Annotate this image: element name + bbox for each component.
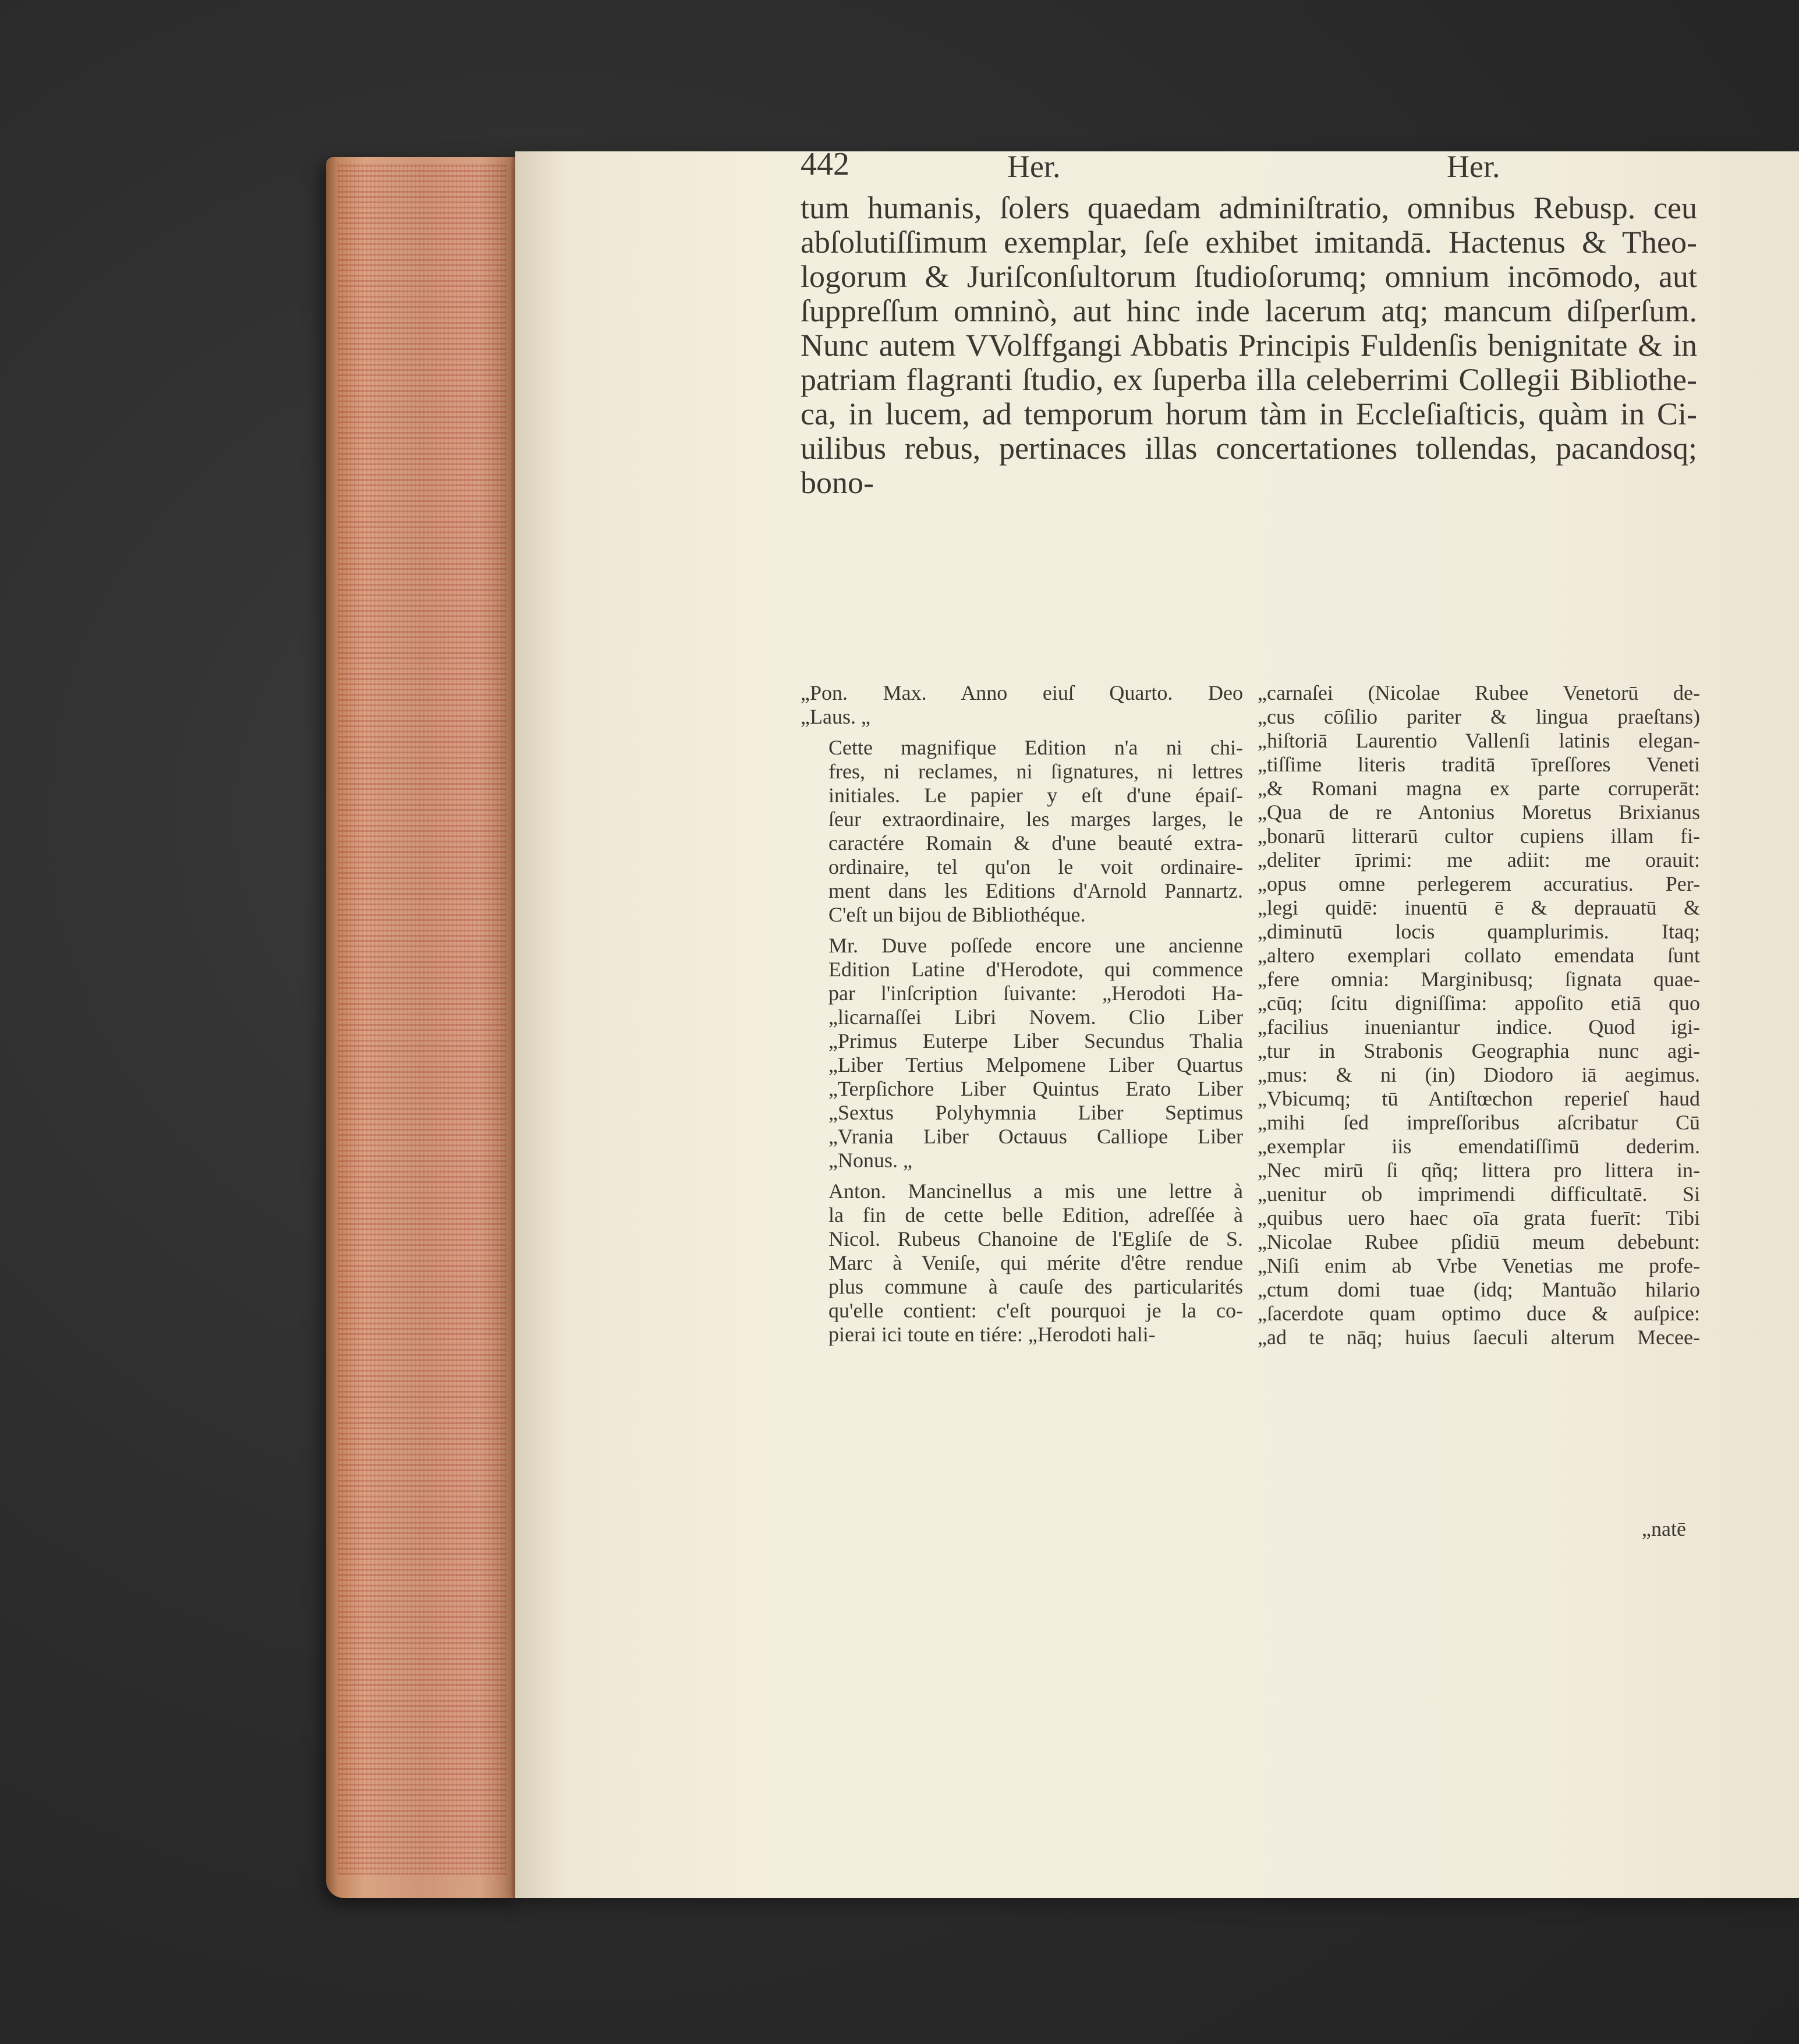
text-line: ment dans les Editions d'Arnold Pannartz. (828, 879, 1243, 902)
text-line: „diminutū locis quamplurimis. Itaq; (1258, 920, 1700, 943)
text-line: „Nec mirū ſi qñq; littera pro littera in- (1258, 1159, 1700, 1182)
text-line: la fin de cette belle Edition, adreſſée à (828, 1203, 1243, 1227)
paragraph (801, 934, 1243, 1172)
text-line: bono- (801, 465, 874, 500)
text-line: Edition Latine d'Herodote, qui commence (828, 958, 1243, 981)
text-line: caractére Romain & d'une beauté extra- (828, 831, 1243, 855)
text-line: „cūq; ſcitu digniſſima: appoſito etiā quo (1258, 991, 1700, 1015)
text-line: plus commune à cauſe des particularités (828, 1275, 1243, 1298)
text-line: Nicol. Rubeus Chanoine de l'Egliſe de S. (828, 1227, 1243, 1251)
paragraph (801, 681, 1243, 729)
text-line: „Vbicumq; tū Antiſtœchon reperieſ haud (1258, 1087, 1700, 1110)
text-line: „Vrania Liber Octauus Calliope Liber (828, 1125, 1243, 1148)
text-line: initiales. Le papier y eſt d'une épaiſ- (828, 784, 1243, 807)
text-line: „bonarū litterarū cultor cupiens illam fi- (1258, 824, 1700, 848)
text-line: „quibus uero haec oīa grata fuerīt: Tibi (1258, 1206, 1700, 1230)
page-number: 442 (801, 146, 849, 182)
right-column (1258, 681, 1700, 1356)
catchword: „natē (1642, 1517, 1686, 1540)
text-line: „Niſi enim ab Vrbe Venetias me profe- (1258, 1254, 1700, 1277)
text-line: „licarnaſſei Libri Novem. Clio Liber (828, 1005, 1243, 1029)
text-line: „Terpſichore Liber Quintus Erato Liber (828, 1077, 1243, 1100)
text-line: ca, in lucem, ad temporum horum tàm in Eccleſiaſticis, quàm in Ci- (801, 396, 1697, 431)
text-line: abſolutiſſimum exemplar, ſeſe exhibet imitandā. Hactenus & Theo- (801, 225, 1697, 260)
text-line: Marc à Veniſe, qui mérite d'être rendue (828, 1251, 1243, 1274)
text-line: tum humanis, ſolers quaedam adminiſtratio, omnibus Rebusp. ceu (801, 190, 1697, 225)
text-line: C'eſt un bijou de Bibliothéque. (828, 903, 1086, 926)
running-head-left: Her. (1007, 149, 1061, 184)
text-line: Cette magnifique Edition n'a ni chi- (828, 736, 1243, 759)
text-line: „carnaſei (Nicolae Rubee Venetorū de- (1258, 681, 1700, 704)
text-line: „ſacerdote quam optimo duce & auſpice: (1258, 1302, 1700, 1325)
text-line: Anton. Mancinellus a mis une lettre à (828, 1179, 1243, 1203)
text-line: „Pon. Max. Anno eiuſ Quarto. Deo (801, 681, 1243, 704)
left-column (801, 681, 1243, 1354)
text-line: „ad te nāq; huius ſaeculi alterum Mecee- (1258, 1326, 1700, 1349)
text-line: „Nicolae Rubee pſidiū meum debebunt: (1258, 1230, 1700, 1253)
text-line: „exemplar iis emendatiſſimū dederim. (1258, 1135, 1700, 1158)
upper-paragraph (801, 191, 1697, 500)
text-line: „cus cōſilio pariter & lingua praeſtans) (1258, 705, 1700, 728)
text-line: „Qua de re Antonius Moretus Brixianus (1258, 800, 1700, 824)
text-line: „uenitur ob imprimendi difficultatē. Si (1258, 1182, 1700, 1206)
text-line: qu'elle contient: c'eſt pourquoi je la co- (828, 1299, 1243, 1322)
text-line: Mr. Duve poſſede encore une ancienne (828, 934, 1243, 957)
text-line: ſeur extraordinaire, les marges larges, le (828, 807, 1243, 831)
text-line: „legi quidē: inuentū ē & deprauatū & (1258, 896, 1700, 919)
text-line: „fere omnia: Marginibusq; ſignata quae- (1258, 968, 1700, 991)
text-line: fres, ni reclames, ni ſignatures, ni lettres (828, 760, 1243, 783)
paragraph (801, 1179, 1243, 1347)
text-line: „mihi ſed impreſſoribus aſcribatur Cū (1258, 1111, 1700, 1134)
text-line: „Laus. „ (801, 705, 870, 728)
text-line: ſuppreſſum omninò, aut hinc inde lacerum atq; mancum diſperſum. (801, 293, 1697, 328)
text-line: „Sextus Polyhymnia Liber Septimus (828, 1101, 1243, 1124)
text-line: „Liber Tertius Melpomene Liber Quartus (828, 1053, 1243, 1076)
text-line: logorum & Juriſconſultorum ſtudioſorumq; omnium incōmodo, aut (801, 259, 1697, 294)
text-line: patriam flagranti ſtudio, ex ſuperba illa celeberrimi Collegii Bibliothe- (801, 362, 1697, 397)
text-line: pierai ici toute en tiére: „Herodoti hali- (828, 1323, 1156, 1346)
text-line: Nunc autem VVolffgangi Abbatis Principis Fuldenſis benignitate & in (801, 328, 1697, 363)
text-line: „ctum domi tuae (idq; Mantuão hilario (1258, 1278, 1700, 1301)
text-line: „& Romani magna ex parte corruperāt: (1258, 777, 1700, 800)
text-line: „hiſtoriā Laurentio Vallenſi latinis elegan- (1258, 729, 1700, 752)
text-line: „Nonus. „ (828, 1149, 912, 1172)
text-line: uilibus rebus, pertinaces illas concertationes tollendas, pacandosq; (801, 431, 1697, 466)
text-line: „mus: & ni (in) Diodoro iā aegimus. (1258, 1063, 1700, 1086)
text-line: „deliter īprimi: me adiit: me orauit: (1258, 848, 1700, 872)
text-line: „tur in Strabonis Geographia nunc agi- (1258, 1039, 1700, 1062)
text-line: par l'inſcription ſuivante: „Herodoti Ha- (828, 982, 1243, 1005)
text-line: „Primus Euterpe Liber Secundus Thalia (828, 1029, 1243, 1053)
text-line: ordinaire, tel qu'on le voit ordinaire- (828, 855, 1243, 878)
text-line: „opus omne perlegerem accuratius. Per- (1258, 872, 1700, 895)
running-head-right: Her. (1447, 149, 1500, 184)
text-line: „facilius inueniantur indice. Quod igi- (1258, 1015, 1700, 1039)
book-fore-edge (326, 157, 518, 1898)
text-line: „tiſſime literis traditā īpreſſores Veneti (1258, 753, 1700, 776)
paragraph (1258, 681, 1700, 1349)
text-line: „altero exemplari collato emendata ſunt (1258, 944, 1700, 967)
paragraph (801, 736, 1243, 927)
